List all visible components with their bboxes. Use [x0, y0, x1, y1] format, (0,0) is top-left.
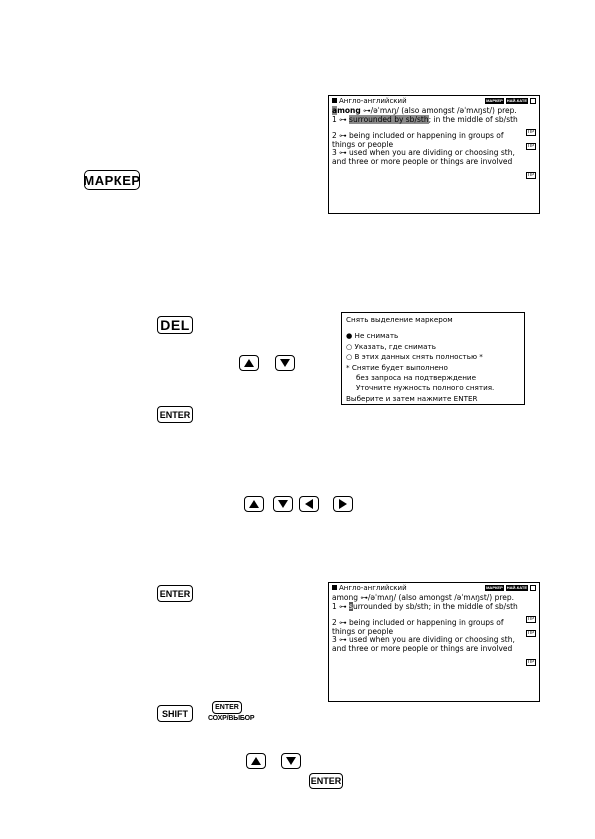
enter-key[interactable]: ENTER [157, 406, 193, 423]
sense-number: 1 ⊶ [332, 114, 350, 124]
menu-icon [530, 98, 536, 104]
right-arrow-icon [338, 498, 348, 510]
dialog-footer: Выберите и затем нажмите ENTER [346, 393, 478, 403]
example-badge: ПР [527, 630, 534, 636]
unmark-dialog-screen [341, 312, 525, 405]
entry-line-3: 2 ⊶ being included or happening in groups of [332, 618, 504, 628]
enter-save-key[interactable]: ENTER [212, 701, 242, 714]
cursor-char: a [332, 106, 338, 115]
sense-number: 1 ⊶ [332, 601, 350, 611]
del-key[interactable]: DEL [157, 316, 193, 334]
example-badge: ПР [527, 617, 534, 623]
enter-key[interactable]: ENTER [309, 773, 343, 789]
search-badge: НАЙ-КАТЕ [506, 585, 527, 590]
up-arrow-key[interactable] [244, 496, 264, 512]
screen-title: Англо-английский [339, 97, 407, 105]
definition-text: urrounded by sb/sth; in the middle of sb/sth [352, 601, 518, 611]
status-badges [485, 585, 536, 591]
cursor-char: s [349, 601, 353, 611]
dictionary-screen-1 [328, 95, 540, 214]
right-arrow-key[interactable] [333, 496, 353, 512]
save-select-label: СОХР/ВЫБОР [208, 715, 255, 722]
screen-header [329, 583, 539, 594]
left-arrow-icon [304, 498, 314, 510]
down-arrow-icon [279, 358, 291, 368]
marker-badge: МАРКЕР [486, 585, 503, 590]
up-arrow-key[interactable] [246, 753, 266, 769]
search-badge: НАЙ-КАТЕ [506, 98, 527, 103]
up-arrow-key[interactable] [239, 355, 259, 371]
headword: mong [337, 106, 361, 115]
entry-line-2 [329, 116, 539, 125]
down-arrow-icon [285, 756, 297, 766]
down-arrow-key[interactable] [275, 355, 295, 371]
example-badge: ПР [527, 659, 534, 665]
entry-line-2 [329, 603, 539, 612]
down-arrow-key[interactable] [273, 496, 293, 512]
entry-line-6: and three or more people or things are involved [332, 643, 513, 653]
status-badges [485, 98, 536, 104]
dialog-title: Снять выделение маркером [346, 315, 453, 324]
entry-line-5: 3 ⊶ used when you are dividing or choosing sth, [332, 148, 515, 158]
left-arrow-key[interactable] [299, 496, 319, 512]
example-badge: ПР [527, 143, 534, 149]
example-badge: ПР [527, 130, 534, 136]
square-icon [332, 98, 337, 103]
highlighted-text: surrounded by sb/sth [349, 114, 429, 124]
screen-title: Англо-английский [339, 584, 407, 592]
option-specify-where[interactable]: ○ Указать, где снимать [346, 341, 436, 351]
entry-line-1: among ⊶/əˈmʌŋ/ (also amongst /əˈmʌŋst/) prep. [332, 593, 515, 602]
down-arrow-key[interactable] [281, 753, 301, 769]
entry-line-6: and three or more people or things are involved [332, 156, 513, 166]
square-icon [332, 585, 337, 590]
example-badge: ПР [527, 172, 534, 178]
screen-header [329, 96, 539, 107]
note-line-2: без запроса на подтверждение [356, 373, 477, 383]
up-arrow-icon [248, 499, 260, 509]
down-arrow-icon [277, 499, 289, 509]
pronunciation: ⊶/əˈmʌŋ/ (also amongst /əˈmʌŋst/) prep. [360, 106, 517, 115]
up-arrow-icon [250, 756, 262, 766]
note-line-3: Уточните нужность полного снятия. [356, 383, 495, 393]
marker-key[interactable]: МАРКЕР [84, 170, 140, 190]
option-remove-all[interactable]: ○ В этих данных снять полностью * [346, 352, 483, 362]
definition-text: things or people [332, 626, 394, 636]
definition-text: things or people [332, 139, 394, 149]
option-dont-remove[interactable]: ● Не снимать [346, 331, 399, 341]
entry-line-4 [329, 628, 539, 637]
dictionary-screen-2 [328, 582, 540, 702]
entry-line-4 [329, 141, 539, 150]
note-line-1: * Снятие будет выполнено [346, 362, 448, 372]
entry-line-3: 2 ⊶ being included or happening in groups of [332, 131, 504, 141]
up-arrow-icon [243, 358, 255, 368]
entry-line-5: 3 ⊶ used when you are dividing or choosing sth, [332, 635, 515, 645]
menu-icon [530, 585, 536, 591]
marker-badge: МАРКЕР [486, 98, 503, 103]
shift-key[interactable]: SHIFT [157, 705, 193, 722]
definition-text: ; in the middle of sb/sth [428, 114, 518, 124]
enter-key[interactable]: ENTER [157, 585, 193, 602]
